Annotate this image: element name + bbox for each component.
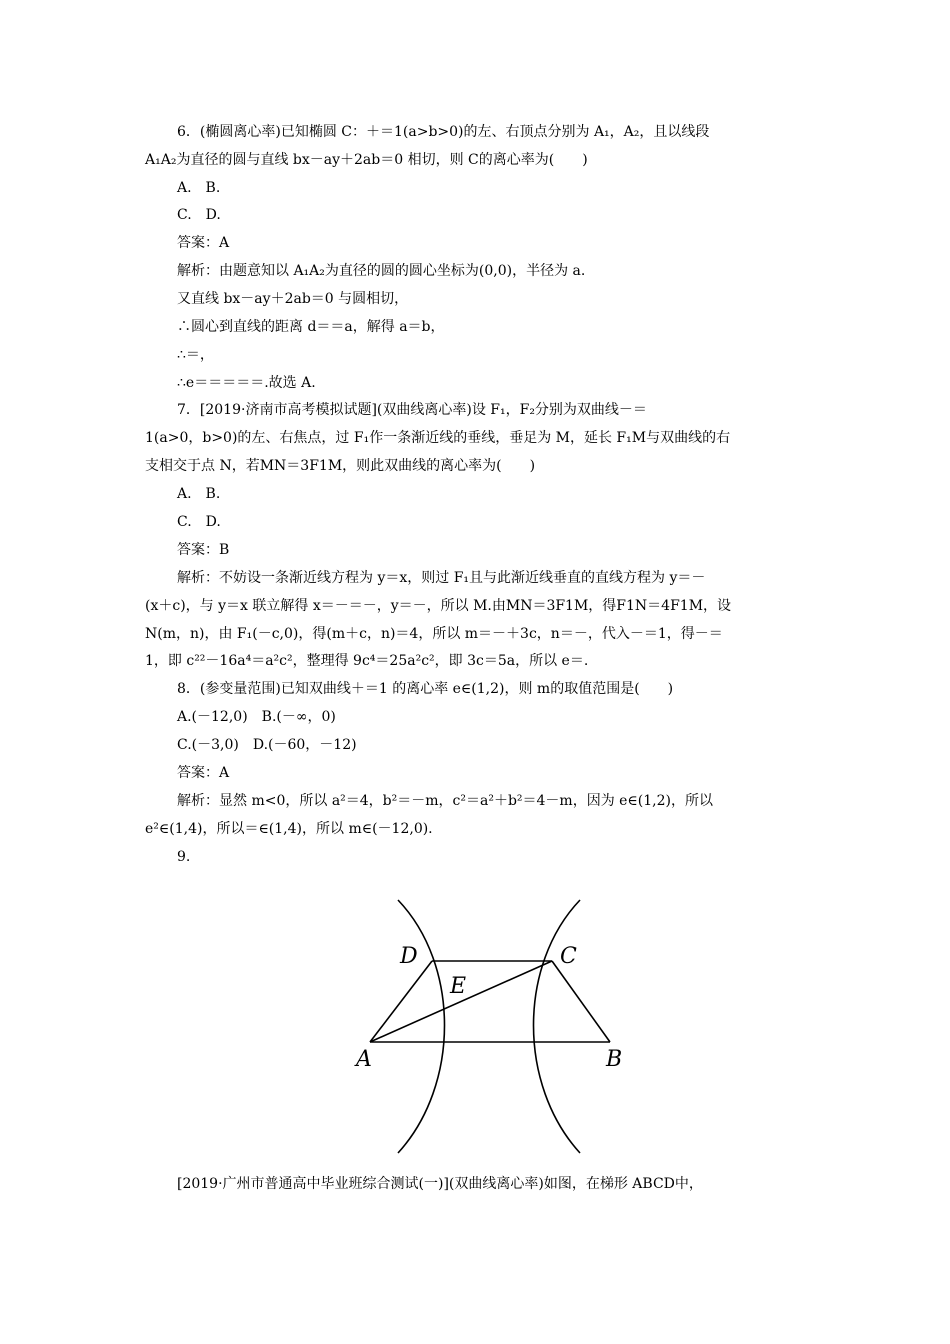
problem-6-options-cd: C. D. — [177, 207, 221, 223]
problem-6-line-2: A₁A₂为直径的圆与直线 bx－ay＋2ab＝0 相切，则 C的离心率为( ) — [145, 152, 588, 168]
trapezoid-hyperbola-figure — [350, 895, 630, 1160]
problem-8-solution-1: 解析：显然 m<0，所以 a²＝4，b²＝－m，c²＝a²＋b²＝4－m，因为 e∈(1,2)，所以 — [177, 793, 713, 809]
label-e: E — [450, 974, 467, 999]
problem-7-line-3: 支相交于点 N，若MN＝3F1M，则此双曲线的离心率为( ) — [145, 458, 536, 474]
problem-8-answer: 答案：A — [177, 765, 230, 781]
segment-ad — [370, 961, 432, 1042]
problem-6-answer: 答案：A — [177, 235, 230, 251]
problem-6-solution-5: ∴e＝＝＝＝＝.故选 A. — [177, 375, 316, 391]
problem-8-line-1: 8．(参变量范围)已知双曲线＋＝1 的离心率 e∈(1,2)，则 m的取值范围是( ) — [177, 681, 674, 697]
problem-6-solution-1: 解析：由题意知以 A₁A₂为直径的圆的圆心坐标为(0,0)，半径为 a. — [177, 263, 586, 279]
problem-6-solution-3: ∴圆心到直线的距离 d＝＝a，解得 a＝b， — [177, 319, 445, 335]
problem-6-solution-2: 又直线 bx－ay＋2ab＝0 与圆相切， — [177, 291, 409, 307]
problem-7-solution-3: N(m，n)，由 F₁(－c,0)，得(m＋c，n)＝4，所以 m＝－＋3c，n＝－，代入－＝1，得－＝ — [145, 626, 723, 642]
problem-7-line-1: 7．[2019·济南市高考模拟试题](双曲线离心率)设 F₁，F₂分别为双曲线－＝ — [177, 402, 647, 418]
problem-6-line-1: 6．(椭圆离心率)已知椭圆 C：＋＝1(a>b>0)的左、右顶点分别为 A₁，A₂，且以线段 — [177, 124, 710, 140]
label-c: C — [560, 944, 577, 969]
label-a: A — [356, 1047, 372, 1072]
problem-8-options-ab: A.(－12,0) B.(－∞，0) — [177, 709, 336, 725]
problem-8-solution-2: e²∈(1,4)，所以＝∈(1,4)，所以 m∈(－12,0). — [145, 821, 433, 837]
label-d: D — [400, 944, 418, 969]
problem-7-solution-2: (x＋c)，与 y＝x 联立解得 x＝－＝－，y＝－，所以 M.由MN＝3F1M，得F1N＝4F1M，设 — [145, 598, 732, 614]
problem-8-options-cd: C.(－3,0) D.(－60，－12) — [177, 737, 357, 753]
problem-6-options-ab: A. B. — [177, 180, 221, 196]
problem-7-options-ab: A. B. — [177, 486, 221, 502]
problem-6-solution-4: ∴＝， — [177, 347, 214, 363]
problem-9-number: 9. — [177, 849, 191, 865]
problem-7-answer: 答案：B — [177, 542, 230, 558]
problem-7-solution-1: 解析：不妨设一条渐近线方程为 y＝x，则过 F₁且与此渐近线垂直的直线方程为 y＝－ — [177, 570, 706, 586]
segment-bc — [552, 961, 610, 1042]
problem-7-options-cd: C. D. — [177, 514, 221, 530]
problem-9-statement: [2019·广州市普通高中毕业班综合测试(一)](双曲线离心率)如图，在梯形 ABCD中， — [177, 1176, 703, 1192]
problem-7-solution-4: 1，即 c²²－16a⁴＝a²c²，整理得 9c⁴＝25a²c²，即 3c＝5a，所以 e＝. — [145, 653, 589, 669]
label-b: B — [606, 1047, 623, 1072]
hyperbola-right-branch — [534, 900, 581, 1153]
problem-7-line-2: 1(a>0，b>0)的左、右焦点，过 F₁作一条渐近线的垂线，垂足为 M，延长 F₁M与双曲线的右 — [145, 430, 731, 446]
